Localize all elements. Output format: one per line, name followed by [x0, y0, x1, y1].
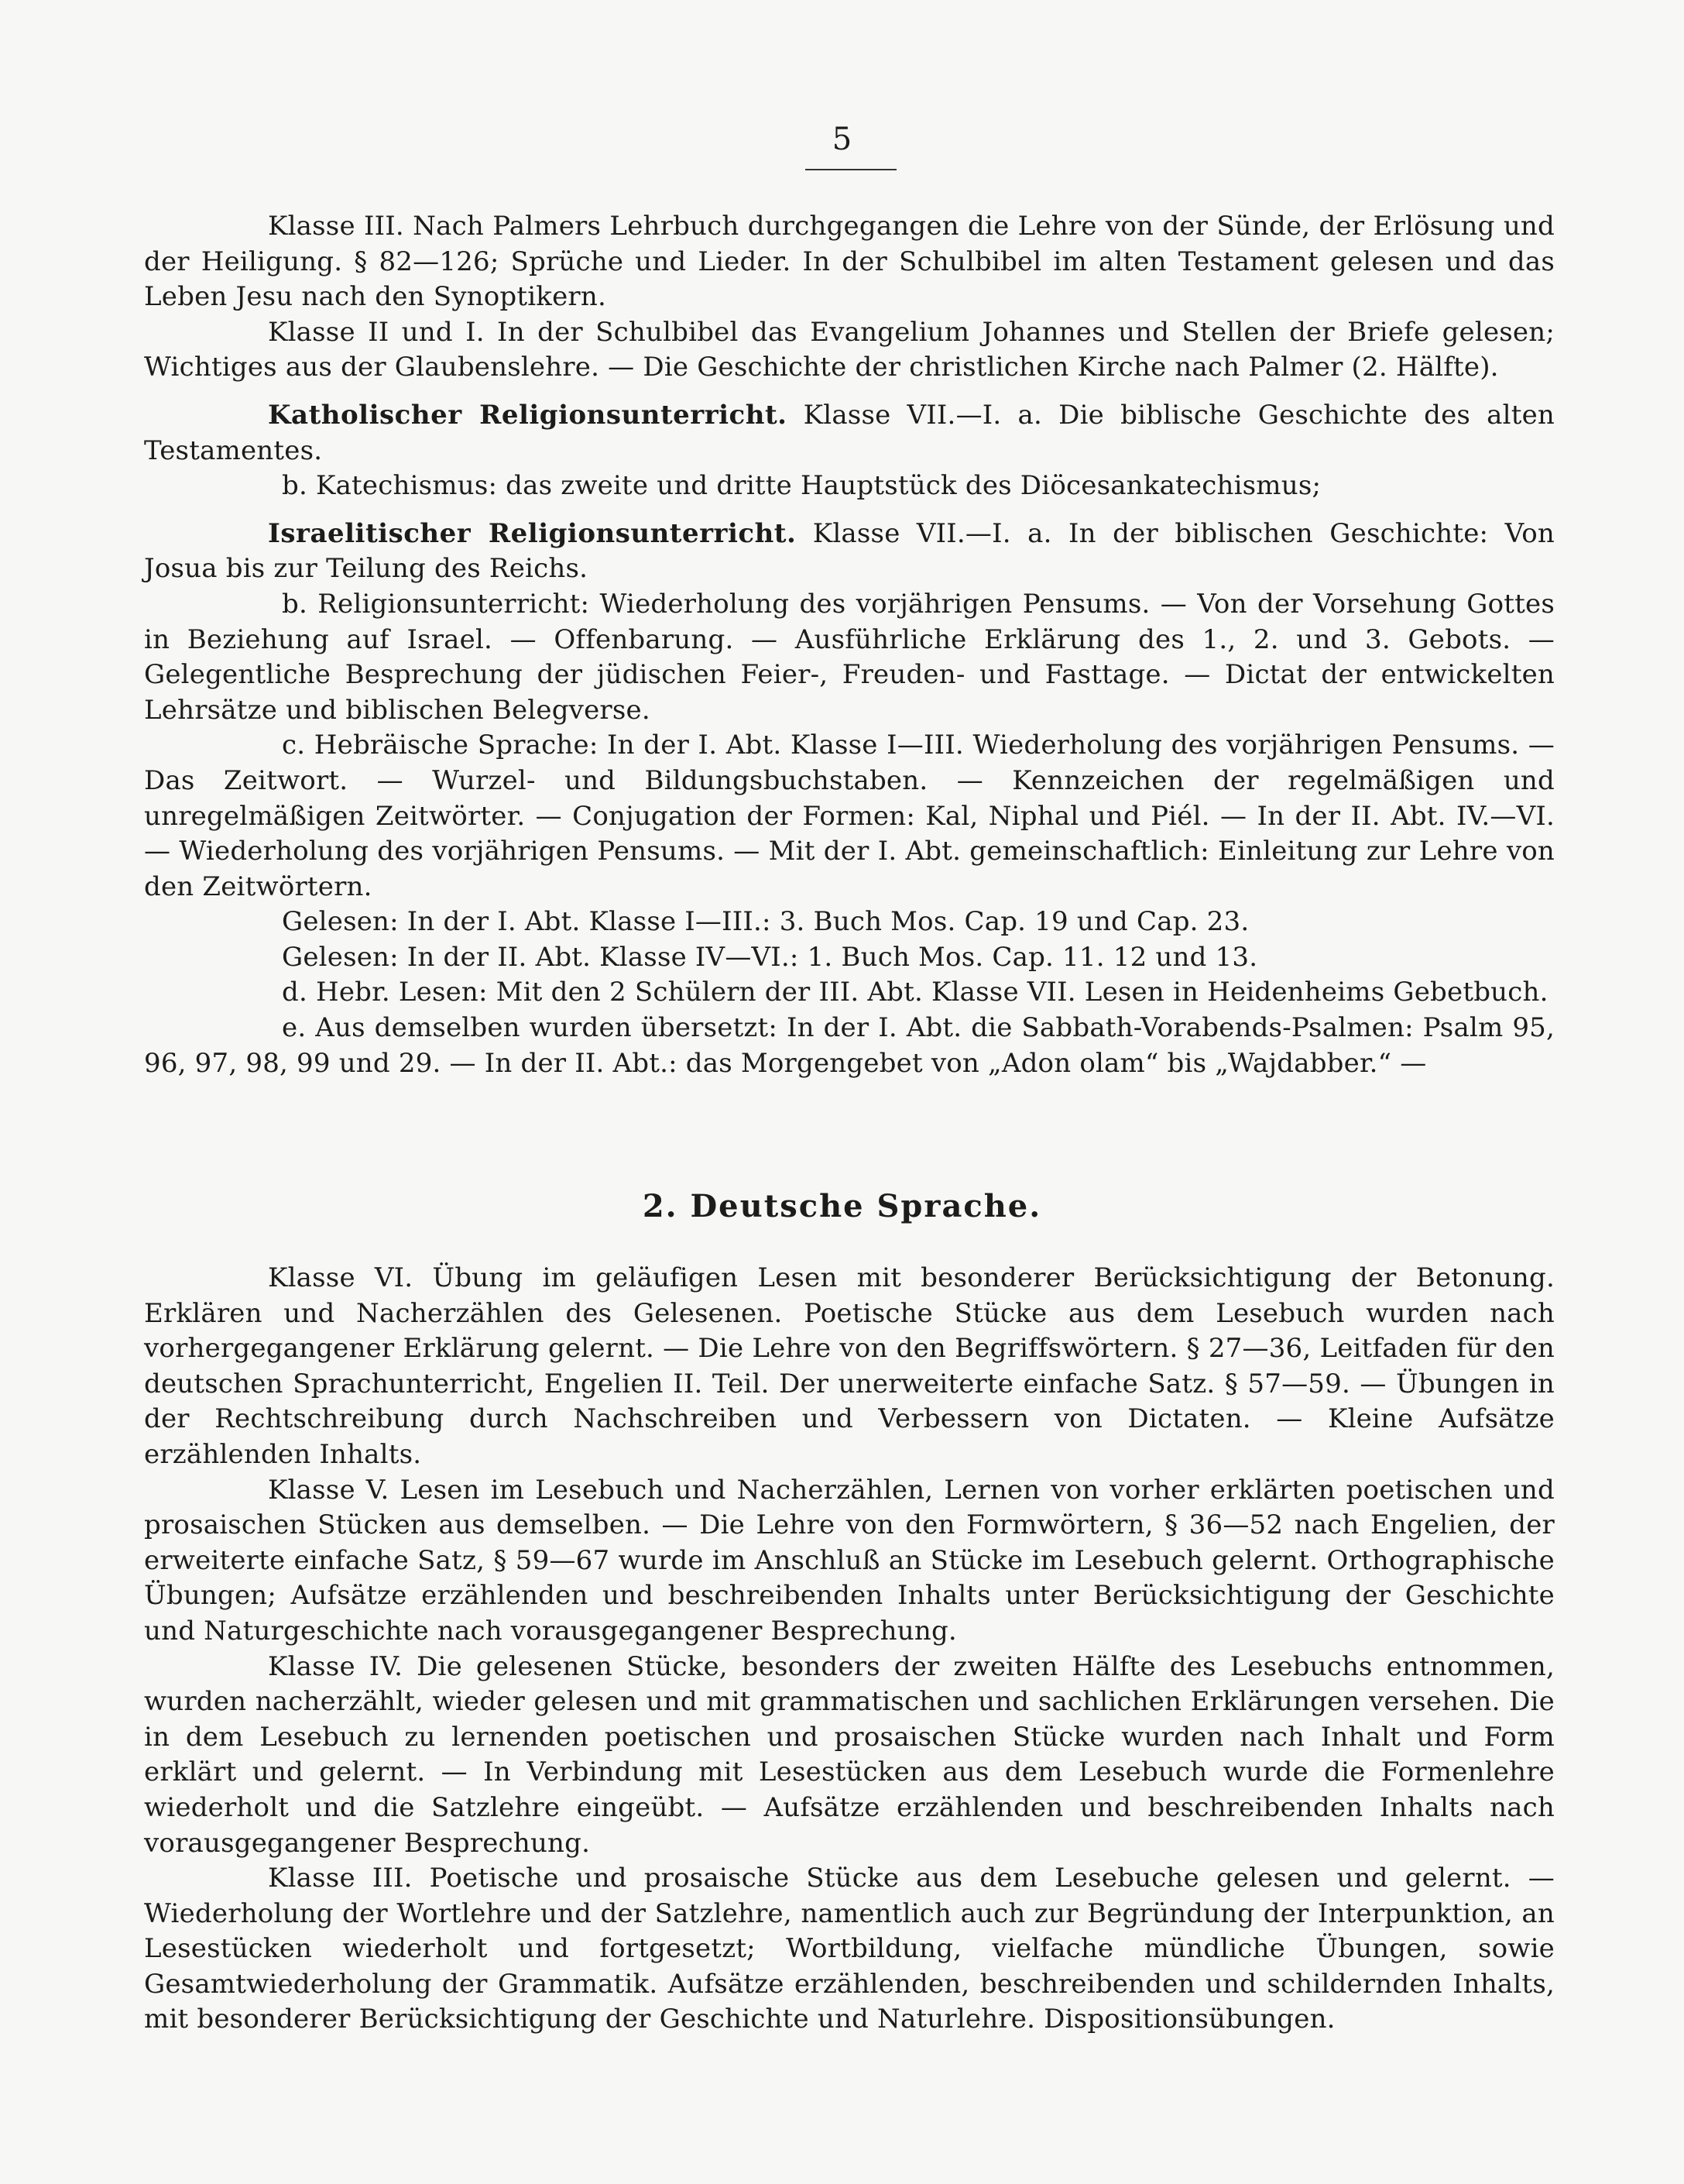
religion-section	[144, 209, 1555, 1081]
paragraph-klasse-ii-i: Klasse II und I. In der Schulbibel das Evangelium Johannes und Stellen der Briefe gelesen; Wichtiges aus der Glaubenslehre. — Die Geschichte der christlichen Kirche nach Palmer (2. Hälfte).	[144, 316, 1555, 383]
paragraph-klasse-iii-deutsch: Klasse III. Poetische und prosaische Stücke aus dem Lesebuche gelesen und gelernt. — Wiederholung der Wortlehre und der Satzlehre, namentlich auch zur Begründung der Interpunktion, an Lesestücken wiederholt und fortgesetzt; Wortbildung, vielfache mündliche Übungen, sowie Gesamtwiederholung der Grammatik. Aufsätze erzählenden, beschreibenden und schildernden Inhalts, mit besonderer Berücksichtigung der Geschichte und Naturlehre. Dispositionsübungen.	[144, 1863, 1555, 2035]
paragraph-klasse-v: Klasse V. Lesen im Lesebuch und Nacherzählen, Lernen von vorher erklärten poetischen und prosaischen Stücken aus demselben. — Die Lehre von den Formwörtern, § 36—52 nach Engelien, der erweiterte einfache Satz, § 59—67 wurde im Anschluß an Stücke im Lesebuch gelernt. Orthographische Übungen; Aufsätze erzählenden und beschreibenden Inhalts unter Berücksichtigung der Geschichte und Naturgeschichte nach vorausgegangener Besprechung.	[144, 1474, 1555, 1647]
paragraph-gelesen-1: Gelesen: In der I. Abt. Klasse I—III.: 3. Buch Mos. Cap. 19 und Cap. 23.	[282, 906, 1250, 938]
paragraph-uebersetzt: e. Aus demselben wurden übersetzt: In der I. Abt. die Sabbath-Vorabends-Psalmen: Psalm 95, 96, 97, 98, 99 und 29. — In der II. Abt.: das Morgengebet von „Adon olam“ bis „Wajdabber.“ —	[144, 1012, 1555, 1079]
paragraph-hebraeisch: c. Hebräische Sprache: In der I. Abt. Klasse I—III. Wiederholung des vorjährigen Pensums. — Das Zeitwort. — Wurzel- und Bildungsbuchstaben. — Kennzeichen der regelmäßigen und unregelmäßigen Zeitwörter. — Conjugation der Formen: Kal, Niphal und Piél. — In der II. Abt. IV.—VI. — Wiederholung des vorjährigen Pensums. — Mit der I. Abt. gemeinschaftlich: Einleitung zur Lehre von den Zeitwörtern.	[144, 730, 1555, 902]
deutsch-section	[144, 1261, 1555, 2038]
paragraph-katholisch	[144, 398, 1555, 469]
paragraph-gelesen-2: Gelesen: In der II. Abt. Klasse IV—VI.: 1. Buch Mos. Cap. 11. 12 und 13.	[282, 941, 1258, 973]
page-number: 5	[832, 122, 852, 157]
section-title: 2. Deutsche Sprache.	[642, 1188, 1042, 1224]
heading-israelitisch: Israelitischer Religionsunterricht.	[268, 517, 797, 549]
paragraph-israelitisch	[144, 517, 1555, 587]
paragraph-klasse-iii: Klasse III. Nach Palmers Lehrbuch durchgegangen die Lehre von der Sünde, der Erlösung und der Heiligung. § 82—126; Sprüche und Lieder. In der Schulbibel im alten Testament gelesen und das Leben Jesu nach den Synoptikern.	[144, 211, 1555, 313]
paragraph-hebr-lesen: d. Hebr. Lesen: Mit den 2 Schülern der III. Abt. Klasse VII. Lesen in Heidenheims Gebetbuch.	[282, 977, 1549, 1008]
page-number-rule	[805, 169, 897, 170]
paragraph-katechismus: b. Katechismus: das zweite und dritte Hauptstück des Diöcesankatechismus;	[282, 470, 1322, 502]
text-israelitisch: Klasse VII.—I. a. In der biblischen Geschichte: Von Josua bis zur Teilung des Reichs.	[144, 517, 1555, 585]
paragraph-klasse-iv: Klasse IV. Die gelesenen Stücke, besonders der zweiten Hälfte des Lesebuchs entnommen, wurden nacherzählt, wieder gelesen und mit grammatischen und sachlichen Erklärungen versehen. Die in dem Lesebuch zu lernenden poetischen und prosaischen Stücke wurden nach Inhalt und Form erklärt und gelernt. — In Verbindung mit Lesestücken aus dem Lesebuch wurde die Formenlehre wiederholt und die Satzlehre eingeübt. — Aufsätze erzählenden und beschreibenden Inhalts nach vorausgegangener Besprechung.	[144, 1650, 1555, 1859]
paragraph-religionsunterricht: b. Religionsunterricht: Wiederholung des vorjährigen Pensums. — Von der Vorsehung Gottes in Beziehung auf Israel. — Offenbarung. — Ausführliche Erklärung des 1., 2. und 3. Gebots. — Gelegentliche Besprechung der jüdischen Feier-, Freuden- und Fasttage. — Dictat der entwickelten Lehrsätze und biblischen Belegverse.	[144, 588, 1555, 726]
text-katholisch: Klasse VII.—I. a. Die biblische Geschichte des alten Testamentes.	[144, 399, 1555, 466]
heading-katholisch: Katholischer Religionsunterricht.	[268, 399, 787, 431]
paragraph-klasse-vi: Klasse VI. Übung im geläufigen Lesen mit besonderer Berücksichtigung der Betonung. Erklären und Nacherzählen des Gelesenen. Poetische Stücke aus dem Lesebuch wurden nach vorhergegangener Erklärung gelernt. — Die Lehre von den Begriffswörtern. § 27—36, Leitfaden für den deutschen Sprachunterricht, Engelien II. Teil. Der unerweiterte einfache Satz. § 57—59. — Übungen in der Rechtschreibung durch Nachschreiben und Verbessern von Dictaten. — Kleine Aufsätze erzählenden Inhalts.	[144, 1262, 1555, 1470]
